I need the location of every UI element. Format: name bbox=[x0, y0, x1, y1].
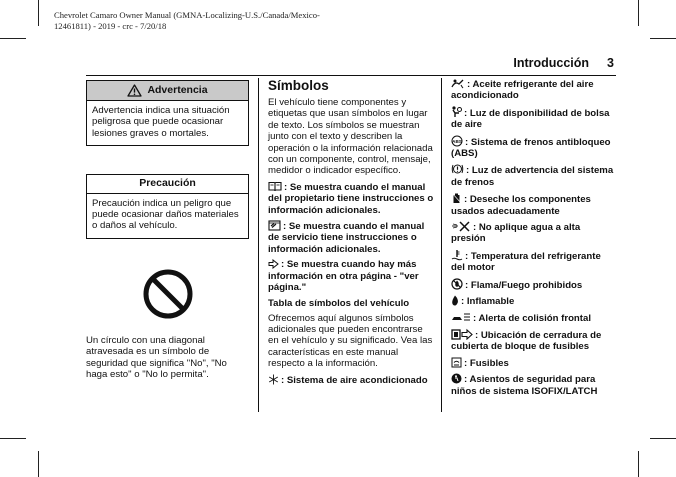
symbol-item-text: : Alerta de colisión frontal bbox=[473, 312, 591, 324]
ac-refrigerant-icon bbox=[451, 78, 465, 89]
column-2 bbox=[268, 78, 434, 390]
symbol-item-text: : Flama/Fuego prohibidos bbox=[465, 279, 583, 291]
circle-caption: Un círculo con una diagonal atravesada es un símbolo de seguridad que significa "No", "No haga esto" o "No lo permita". bbox=[86, 334, 227, 381]
section-title: Introducción bbox=[513, 56, 590, 70]
caution-box bbox=[86, 174, 249, 239]
symbol-item bbox=[451, 278, 617, 291]
caution-box-body: Precaución indica un peligro que puede ocasionar daños materiales o daños al vehículo. bbox=[92, 197, 239, 232]
abs-icon bbox=[451, 135, 463, 147]
fuse-block-icon bbox=[451, 328, 473, 340]
column-divider bbox=[258, 78, 259, 412]
ref-item bbox=[268, 220, 434, 255]
warning-triangle-icon bbox=[127, 84, 142, 97]
symbol-item bbox=[451, 192, 617, 217]
symbols-heading: Símbolos bbox=[268, 78, 329, 93]
airbag-icon bbox=[451, 106, 462, 118]
ref-item bbox=[268, 259, 434, 293]
symbol-item bbox=[451, 328, 617, 353]
page-header bbox=[513, 56, 614, 70]
crop-mark bbox=[650, 38, 676, 39]
page-number: 3 bbox=[607, 56, 614, 70]
fuse-icon bbox=[451, 357, 462, 368]
book-icon bbox=[268, 181, 282, 192]
symbol-item-text: : Deseche los componentes usados adecuadamente bbox=[451, 194, 591, 217]
battery-disposal-icon bbox=[451, 192, 462, 204]
symbol-item bbox=[451, 295, 617, 307]
symbol-item-text: : Luz de disponibilidad de bolsa de aire bbox=[451, 107, 610, 131]
warning-box bbox=[86, 80, 249, 146]
brake-warning-icon bbox=[451, 163, 464, 175]
running-head bbox=[54, 10, 374, 32]
crop-mark bbox=[0, 38, 26, 39]
collision-alert-icon bbox=[451, 312, 471, 323]
symbol-item bbox=[451, 312, 617, 324]
header-rule bbox=[86, 75, 616, 76]
table-intro: Ofrecemos aquí algunos símbolos adicionales que pueden encontrarse en el vehículo y su significado. Vea las características en este manual respecto a la información. bbox=[268, 312, 433, 370]
svg-text:ABS: ABS bbox=[452, 138, 462, 144]
symbol-item bbox=[268, 374, 434, 386]
symbol-item-text: : Fusibles bbox=[464, 357, 509, 369]
service-manual-icon bbox=[268, 220, 281, 231]
crop-mark bbox=[650, 438, 676, 439]
no-symbol-icon bbox=[141, 267, 195, 321]
no-flame-icon bbox=[451, 278, 463, 290]
ref-item-text: : Se muestra cuando el manual del propietario tiene instrucciones o información adicionales. bbox=[268, 181, 434, 216]
column-1 bbox=[86, 80, 249, 384]
crop-mark bbox=[0, 438, 26, 439]
ac-snowflake-icon bbox=[268, 374, 279, 385]
symbol-item-text: : Temperatura del refrigerante del motor bbox=[451, 250, 601, 274]
flame-icon bbox=[451, 295, 459, 306]
running-head-line: Chevrolet Camaro Owner Manual (GMNA-Localizing-U.S./Canada/Mexico- bbox=[54, 10, 320, 20]
ref-item-text: : Se muestra cuando el manual de servicio tiene instrucciones o información adicionales. bbox=[268, 221, 425, 255]
symbols-intro: El vehículo tiene componentes y etiquetas que usan símbolos en lugar de texto. Los símbolos se muestran junto con el texto y describen la operación o la información relacionada con un componente, control, mensaje, medidor o indicador específico. bbox=[268, 97, 433, 177]
prohibition-symbol bbox=[86, 267, 249, 321]
symbol-item bbox=[451, 357, 617, 369]
symbol-item bbox=[451, 163, 617, 188]
symbol-item-text: : Aceite refrigerante del aire acondicionado bbox=[451, 79, 594, 102]
crop-mark bbox=[638, 0, 639, 26]
crop-mark bbox=[38, 0, 39, 26]
symbol-item-text: : Sistema de frenos antibloqueo (ABS) bbox=[451, 136, 611, 160]
symbol-item bbox=[451, 373, 617, 397]
symbol-item-text: : Sistema de aire acondicionado bbox=[281, 374, 428, 386]
warning-box-body: Advertencia indica una situación peligrosa que puede ocasionar lesiones graves o mortales. bbox=[92, 105, 230, 139]
warning-box-header bbox=[87, 81, 248, 101]
symbol-item-text: : Ubicación de cerradura de cubierta de bloque de fusibles bbox=[451, 329, 602, 353]
symbol-item bbox=[451, 249, 617, 274]
symbol-item-text: : No aplique agua a alta presión bbox=[451, 222, 581, 245]
symbol-item bbox=[451, 78, 617, 102]
ref-item bbox=[268, 181, 434, 216]
crop-mark bbox=[638, 451, 639, 477]
symbol-item-text: : Asientos de seguridad para niños de sistema ISOFIX/LATCH bbox=[451, 374, 598, 397]
caution-box-header bbox=[87, 175, 248, 193]
symbol-item bbox=[451, 221, 617, 245]
column-3 bbox=[451, 78, 617, 401]
arrow-right-icon bbox=[268, 259, 279, 269]
symbol-item bbox=[451, 135, 617, 160]
symbol-item-text: : Inflamable bbox=[461, 296, 515, 308]
coolant-temp-icon bbox=[451, 249, 463, 261]
symbol-item-text: : Luz de advertencia del sistema de frenos bbox=[451, 165, 614, 188]
ref-item-text: : Se muestra cuando hay más información en otra página - "ver página." bbox=[268, 259, 419, 294]
table-heading: Tabla de símbolos del vehículo bbox=[268, 297, 410, 309]
warning-box-title: Advertencia bbox=[147, 83, 208, 96]
running-head-line: 12461811) - 2019 - crc - 7/20/18 bbox=[54, 21, 167, 31]
isofix-icon bbox=[451, 373, 462, 384]
no-water-icon bbox=[451, 221, 471, 232]
column-divider bbox=[441, 78, 442, 412]
crop-mark bbox=[38, 451, 39, 477]
symbol-item bbox=[451, 106, 617, 131]
caution-box-title: Precaución bbox=[139, 177, 196, 190]
